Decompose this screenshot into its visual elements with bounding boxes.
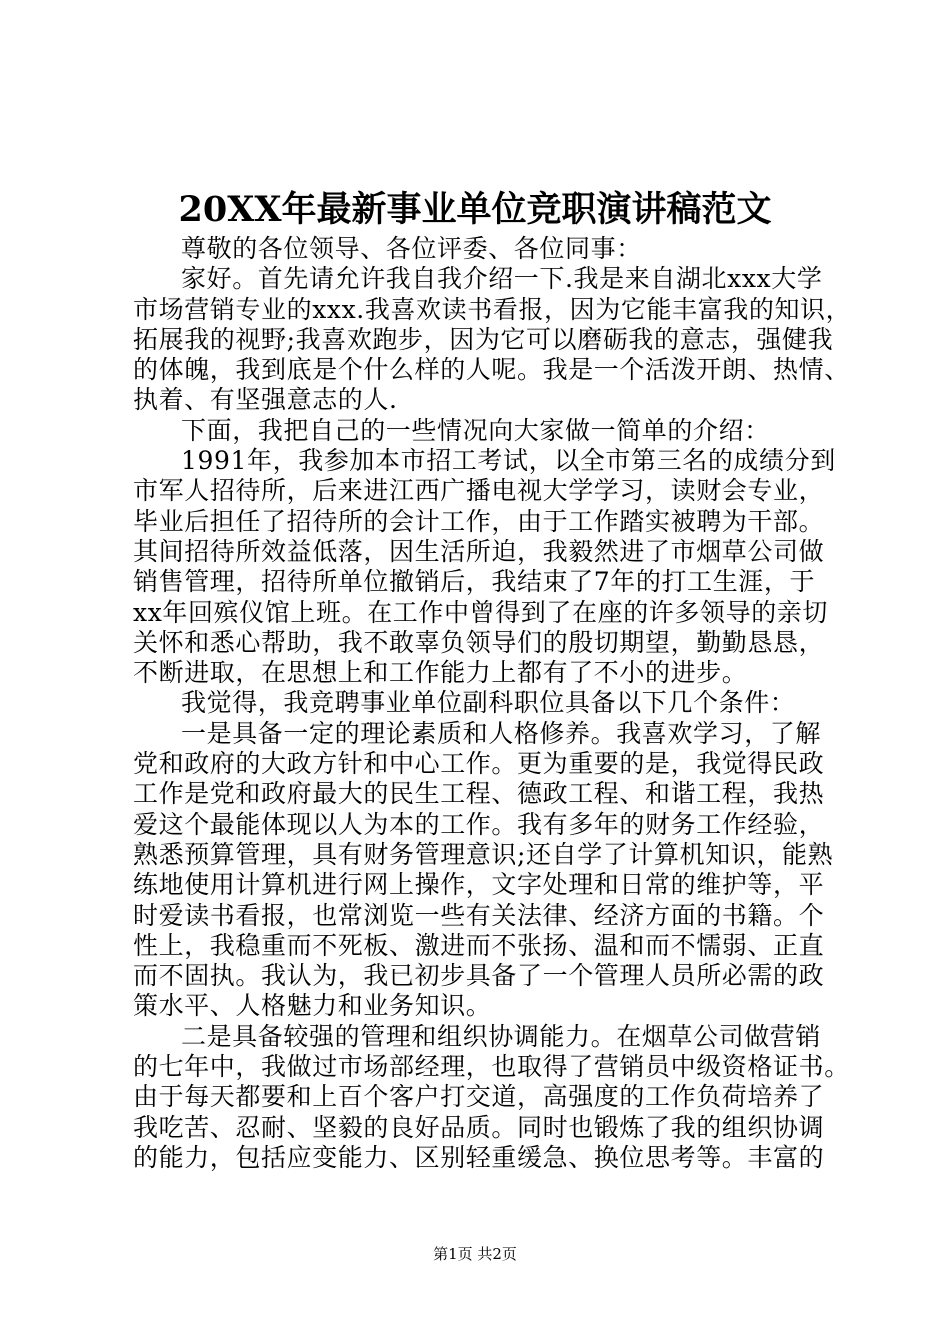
- page-footer: 第1页 共2页: [433, 1245, 517, 1263]
- document-title: 20XX年最新事业单位竞职演讲稿范文: [178, 189, 772, 230]
- body-line: 我吃苦、忍耐、坚毅的良好品质。同时也锻炼了我的组织协调: [133, 1112, 825, 1142]
- body-line: 执着、有坚强意志的人.: [133, 385, 398, 415]
- body-line: 时爱读书看报，也常浏览一些有关法律、经济方面的书籍。个: [133, 900, 825, 930]
- document-body: [133, 234, 852, 1173]
- body-line: 由于每天都要和上百个客户打交道，高强度的工作负荷培养了: [133, 1082, 825, 1112]
- body-line: 熟悉预算管理，具有财务管理意识;还自学了计算机知识，能熟: [133, 839, 834, 869]
- body-line: 一是具备一定的理论素质和人格修养。我喜欢学习，了解: [181, 718, 822, 748]
- body-line: 工作是党和政府最大的民生工程、德政工程、和谐工程，我热: [133, 779, 825, 809]
- body-line: 我觉得，我竞聘事业单位副科职位具备以下几个条件：: [181, 688, 796, 718]
- body-line: 的体魄，我到底是个什么样的人呢。我是一个活泼开朗、热情、: [133, 355, 850, 385]
- body-line: 的七年中，我做过市场部经理，也取得了营销员中级资格证书。: [133, 1052, 850, 1082]
- body-line: 二是具备较强的管理和组织协调能力。在烟草公司做营销: [181, 1021, 822, 1051]
- body-line: 而不固执。我认为，我已初步具备了一个管理人员所必需的政: [133, 961, 825, 991]
- body-line: 销售管理，招待所单位撤销后，我结束了7年的打工生涯，于: [133, 567, 816, 597]
- body-line: 性上，我稳重而不死板、激进而不张扬、温和而不懦弱、正直: [133, 930, 825, 960]
- body-line: 毕业后担任了招待所的会计工作，由于工作踏实被聘为干部。: [133, 506, 825, 536]
- body-line: 市军人招待所，后来进江西广播电视大学学习，读财会专业，: [133, 476, 825, 506]
- body-line: 练地使用计算机进行网上操作，文字处理和日常的维护等，平: [133, 870, 825, 900]
- body-line: xx年回殡仪馆上班。在工作中曾得到了在座的许多领导的亲切: [133, 597, 829, 627]
- body-line: 1991年，我参加本市招工考试，以全市第三名的成绩分到: [181, 446, 836, 476]
- body-line: 爱这个最能体现以人为本的工作。我有多年的财务工作经验，: [133, 809, 825, 839]
- body-line: 关怀和悉心帮助，我不敢辜负领导们的殷切期望，勤勤恳恳，: [133, 627, 825, 657]
- body-line: 的能力，包括应变能力、区别轻重缓急、换位思考等。丰富的: [133, 1142, 825, 1172]
- body-line: 党和政府的大政方针和中心工作。更为重要的是，我觉得民政: [133, 749, 825, 779]
- body-line: 不断进取，在思想上和工作能力上都有了不小的进步。: [133, 658, 748, 688]
- body-line: 家好。首先请允许我自我介绍一下.我是来自湖北xxx大学: [181, 264, 823, 294]
- body-line: 拓展我的视野;我喜欢跑步，因为它可以磨砺我的意志，强健我: [133, 324, 834, 354]
- body-line: 下面，我把自己的一些情况向大家做一简单的介绍：: [181, 415, 770, 445]
- body-line: 其间招待所效益低落，因生活所迫，我毅然进了市烟草公司做: [133, 536, 825, 566]
- body-line: 市场营销专业的xxx.我喜欢读书看报，因为它能丰富我的知识，: [133, 294, 852, 324]
- body-line: 策水平、人格魅力和业务知识。: [133, 991, 492, 1021]
- body-line: 尊敬的各位领导、各位评委、各位同事：: [181, 234, 642, 263]
